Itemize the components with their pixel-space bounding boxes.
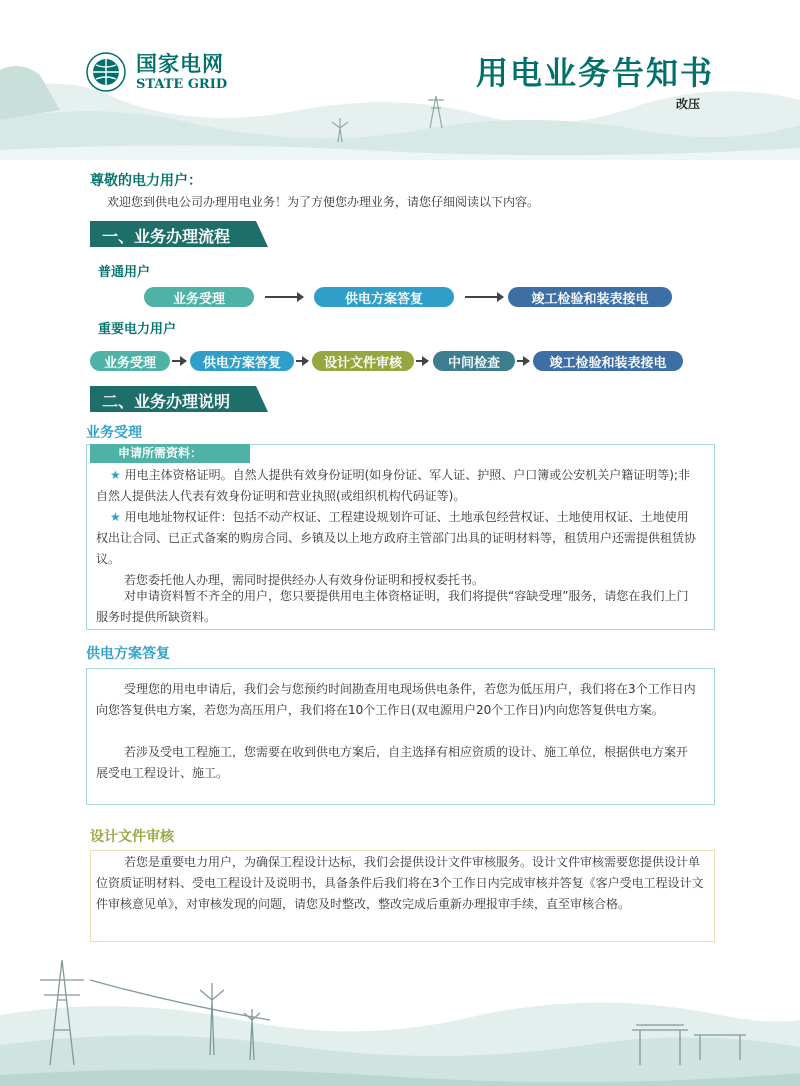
logo-cn-text: 国家电网 [136, 51, 224, 76]
state-grid-emblem-icon [86, 52, 126, 92]
plan-reply-heading: 供电方案答复 [86, 646, 170, 662]
star-icon: ★ [110, 468, 121, 482]
flow-arrow [172, 360, 186, 362]
flow-step-plan-reply: 供电方案答复 [314, 287, 454, 307]
document-title: 用电业务告知书 [475, 54, 714, 92]
document-subtitle: 改压 [675, 97, 700, 111]
section2-title: 二、业务办理说明 [102, 392, 231, 411]
acceptance-note-1: 若您委托他人办理，需同时提供经办人有效身份证明和授权委托书。 [124, 573, 485, 587]
flow-step-design-review: 设计文件审核 [312, 351, 414, 371]
flow-arrow [416, 360, 428, 362]
group-label-important: 重要电力用户 [98, 322, 177, 337]
section2-heading [90, 386, 268, 412]
acceptance-item-1-text: 用电主体资格证明。自然人提供有效身份证明(如身份证、军人证、护照、户口簿或公安机关户籍证明等);非自然人提供法人代表有效身份证明和营业执照(或组织机构代码证等)。 [96, 468, 691, 503]
star-icon: ★ [110, 510, 121, 524]
required-docs-tag: 申请所需资料： [90, 444, 250, 463]
acceptance-note-2: 对申请资料暂不齐全的用户，您只要提供用电主体资格证明，我们将提供“容缺受理”服务，请您在我们上门服务时提供所缺资料。 [96, 589, 689, 624]
flow-step-completion: 竣工检验和装表接电 [533, 351, 683, 371]
acceptance-heading: 业务受理 [86, 425, 142, 441]
state-grid-logo [86, 52, 227, 92]
flow-step-midway-check: 中间检查 [433, 351, 515, 371]
flow-step-acceptance: 业务受理 [90, 351, 170, 371]
flow-step-plan-reply: 供电方案答复 [190, 351, 294, 371]
section1-title: 一、业务办理流程 [102, 227, 231, 246]
plan-reply-para-1: 受理您的用电申请后，我们会与您预约时间勘查用电现场供电条件，若您为低压用户，我们将在3个工作日内向您答复供电方案，若您为高压用户，我们将在10个工作日(双电源用户20个工作日)内向您答复供电方案。 [96, 682, 696, 717]
footer-landscape [0, 935, 800, 1086]
flow-step-acceptance: 业务受理 [144, 287, 254, 307]
design-review-heading: 设计文件审核 [90, 829, 174, 845]
greeting: 尊敬的电力用户： [90, 173, 202, 189]
group-label-ordinary: 普通用户 [98, 265, 151, 280]
design-review-para: 若您是重要电力用户，为确保工程设计达标，我们会提供设计文件审核服务。设计文件审核需要您提供设计单位资质证明材料、受电工程设计及说明书，具备条件后我们将在3个工作日内完成审核并答复《客户受电工程设计文件审核意见单》，对审核发现的问题，请您及时整改，整改完成后重新办理报审手续，直至审核合格。 [96, 855, 704, 911]
flow-arrow [296, 360, 308, 362]
section1-heading [90, 221, 268, 247]
flow-arrow [465, 296, 503, 298]
flow-arrow [517, 360, 529, 362]
plan-reply-para-2: 若涉及受电工程施工，您需要在收到供电方案后，自主选择有相应资质的设计、施工单位，根据供电方案开展受电工程设计、施工。 [96, 745, 689, 780]
flow-arrow [265, 296, 303, 298]
acceptance-item-2 [96, 507, 696, 570]
acceptance-item-1 [96, 465, 696, 507]
logo-en-text: STATE GRID [136, 76, 228, 92]
intro-text: 欢迎您到供电公司办理用电业务！为了方便您办理业务，请您仔细阅读以下内容。 [107, 195, 540, 209]
flow-step-completion: 竣工检验和装表接电 [508, 287, 672, 307]
acceptance-item-2-text: 用电地址物权证件：包括不动产权证、工程建设规划许可证、土地承包经营权证、土地使用权证、土地使用权出让合同、已正式备案的购房合同、乡镇及以上地方政府主管部门出具的证明材料等，租赁用户还需提供租赁协议。 [96, 510, 697, 566]
